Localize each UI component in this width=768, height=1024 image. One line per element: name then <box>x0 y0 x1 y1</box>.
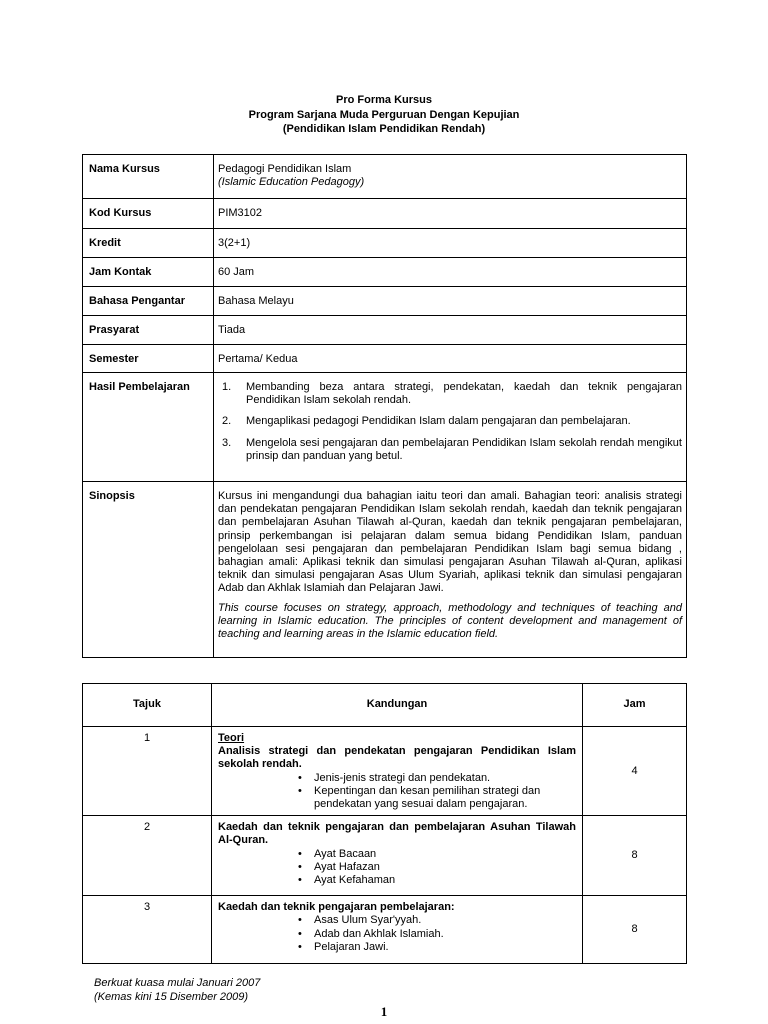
topic-content <box>212 816 583 896</box>
topic-hours: 8 <box>583 896 687 964</box>
label-bahasa-pengantar: Bahasa Pengantar <box>83 287 214 316</box>
topics-table <box>82 683 687 964</box>
header-specialization: (Pendidikan Islam Pendidikan Rendah) <box>282 123 486 135</box>
topic-bullets <box>218 914 576 954</box>
value-nama-kursus <box>214 155 687 199</box>
topic-title: Kaedah dan teknik pengajaran dan pembelajaran Asuhan Tilawah Al-Quran. <box>218 821 576 847</box>
list-item: • Ayat Bacaan <box>298 848 576 861</box>
row-hasil-pembelajaran <box>83 373 687 482</box>
row-sinopsis <box>83 482 687 658</box>
document-header <box>0 93 768 137</box>
learning-outcome: 1. Membanding beza antara strategi, pendekatan, kaedah dan teknik pengajaran Pendidikan Islam sekolah rendah. <box>222 381 682 407</box>
label-prasyarat: Prasyarat <box>83 316 214 345</box>
value-kredit: 3(2+1) <box>214 229 687 258</box>
learning-outcome: 2. Mengaplikasi pedagogi Pendidikan Islam dalam pengajaran dan pembelajaran. <box>222 415 631 428</box>
label-nama-kursus: Nama Kursus <box>83 155 214 199</box>
label-sinopsis: Sinopsis <box>83 482 214 658</box>
topic-number: 1 <box>83 727 212 816</box>
course-name: Pedagogi Pendidikan Islam <box>218 163 352 175</box>
table-row <box>83 896 687 964</box>
list-item: • Pelajaran Jawi. <box>298 941 576 954</box>
revision-date: (Kemas kini 15 Disember 2009) <box>94 990 249 1003</box>
page-number: 1 <box>380 1004 388 1019</box>
header-tajuk: Tajuk <box>83 684 212 727</box>
topic-bullets <box>218 772 576 812</box>
topic-number: 2 <box>83 816 212 896</box>
value-semester: Pertama/ Kedua <box>214 345 687 373</box>
value-bahasa-pengantar: Bahasa Melayu <box>214 287 687 316</box>
topic-bullets <box>218 848 576 888</box>
label-kod-kursus: Kod Kursus <box>83 199 214 229</box>
course-name-english: (Islamic Education Pedagogy) <box>218 176 365 189</box>
label-hasil-pembelajaran: Hasil Pembelajaran <box>83 373 214 482</box>
section-heading: Teori <box>218 732 245 744</box>
table-row <box>83 727 687 816</box>
header-program: Program Sarjana Muda Perguruan Dengan Kepujian <box>248 108 520 121</box>
topics-header-row <box>83 684 687 727</box>
list-item: • Asas Ulum Syar'yyah. <box>298 914 576 927</box>
effective-date: Berkuat kuasa mulai Januari 2007 <box>94 977 261 989</box>
row-nama-kursus <box>83 155 687 199</box>
course-info-table <box>82 154 687 658</box>
document-footer <box>94 977 260 1004</box>
header-jam: Jam <box>583 684 687 727</box>
table-row <box>83 816 687 896</box>
list-item: • Ayat Hafazan <box>298 861 576 874</box>
list-item: • Adab dan Akhlak Islamiah. <box>298 928 576 941</box>
header-kandungan: Kandungan <box>212 684 583 727</box>
synopsis-malay: Kursus ini mengandungi dua bahagian iaitu teori dan amali. Bahagian teori: analisis strategi dan pendekatan pengajaran Pendidikan Islam sekolah rendah, kaedah dan teknik pengajaran dan pembelajaran Asuhan Tilawah al-Quran, kaedah dan teknik pengajaran pembelajaran, prinsip perkembangan isi pelajaran dalam semua bidang Pendidikan Islam, panduan pengelolaan sesi pengajaran dan pembelajaran Pendidikan Islam bagi semua bidang , bahagian amali: Aplikasi teknik dan simulasi pengajaran Asuhan Tilawah al-Quran, aplikasi teknik dan simulasi pengajaran Asas Ulum Syariah, aplikasi teknik dan simulasi pengajaran Adab dan Akhlak Islamiah dan Pelajaran Jawi. <box>218 490 682 595</box>
list-item: • Kepentingan dan kesan pemilihan strategi dan pendekatan yang sesuai dalam pengajaran. <box>298 785 576 811</box>
topic-number: 3 <box>83 896 212 964</box>
learning-outcomes-list <box>218 381 682 463</box>
row-kod-kursus <box>83 199 687 229</box>
row-bahasa-pengantar <box>83 287 687 316</box>
value-jam-kontak: 60 Jam <box>214 258 687 287</box>
row-jam-kontak <box>83 258 687 287</box>
learning-outcome: 3. Mengelola sesi pengajaran dan pembelajaran Pendidikan Islam sekolah rendah mengikut prinsip dan panduan yang betul. <box>222 436 682 462</box>
label-kredit: Kredit <box>83 229 214 258</box>
list-item: • Jenis-jenis strategi dan pendekatan. <box>298 772 576 785</box>
list-item: • Ayat Kefahaman <box>298 874 576 887</box>
value-sinopsis <box>214 482 687 658</box>
value-prasyarat: Tiada <box>214 316 687 345</box>
topic-hours: 8 <box>583 816 687 896</box>
value-hasil-pembelajaran <box>214 373 687 482</box>
topic-title: Analisis strategi dan pendekatan pengajaran Pendidikan Islam sekolah rendah. <box>218 745 576 771</box>
row-kredit <box>83 229 687 258</box>
topic-hours: 4 <box>583 727 687 816</box>
label-jam-kontak: Jam Kontak <box>83 258 214 287</box>
synopsis-english: This course focuses on strategy, approach, methodology and techniques of teaching and learning in Islamic education. The principles of content development and management of teaching and learning areas in the Islamic education field. <box>218 601 682 641</box>
value-kod-kursus: PIM3102 <box>214 199 687 229</box>
label-semester: Semester <box>83 345 214 373</box>
topic-title: Kaedah dan teknik pengajaran pembelajaran: <box>218 901 455 914</box>
topic-content <box>212 727 583 816</box>
topic-content <box>212 896 583 964</box>
row-prasyarat <box>83 316 687 345</box>
row-semester <box>83 345 687 373</box>
header-title: Pro Forma Kursus <box>336 94 432 106</box>
